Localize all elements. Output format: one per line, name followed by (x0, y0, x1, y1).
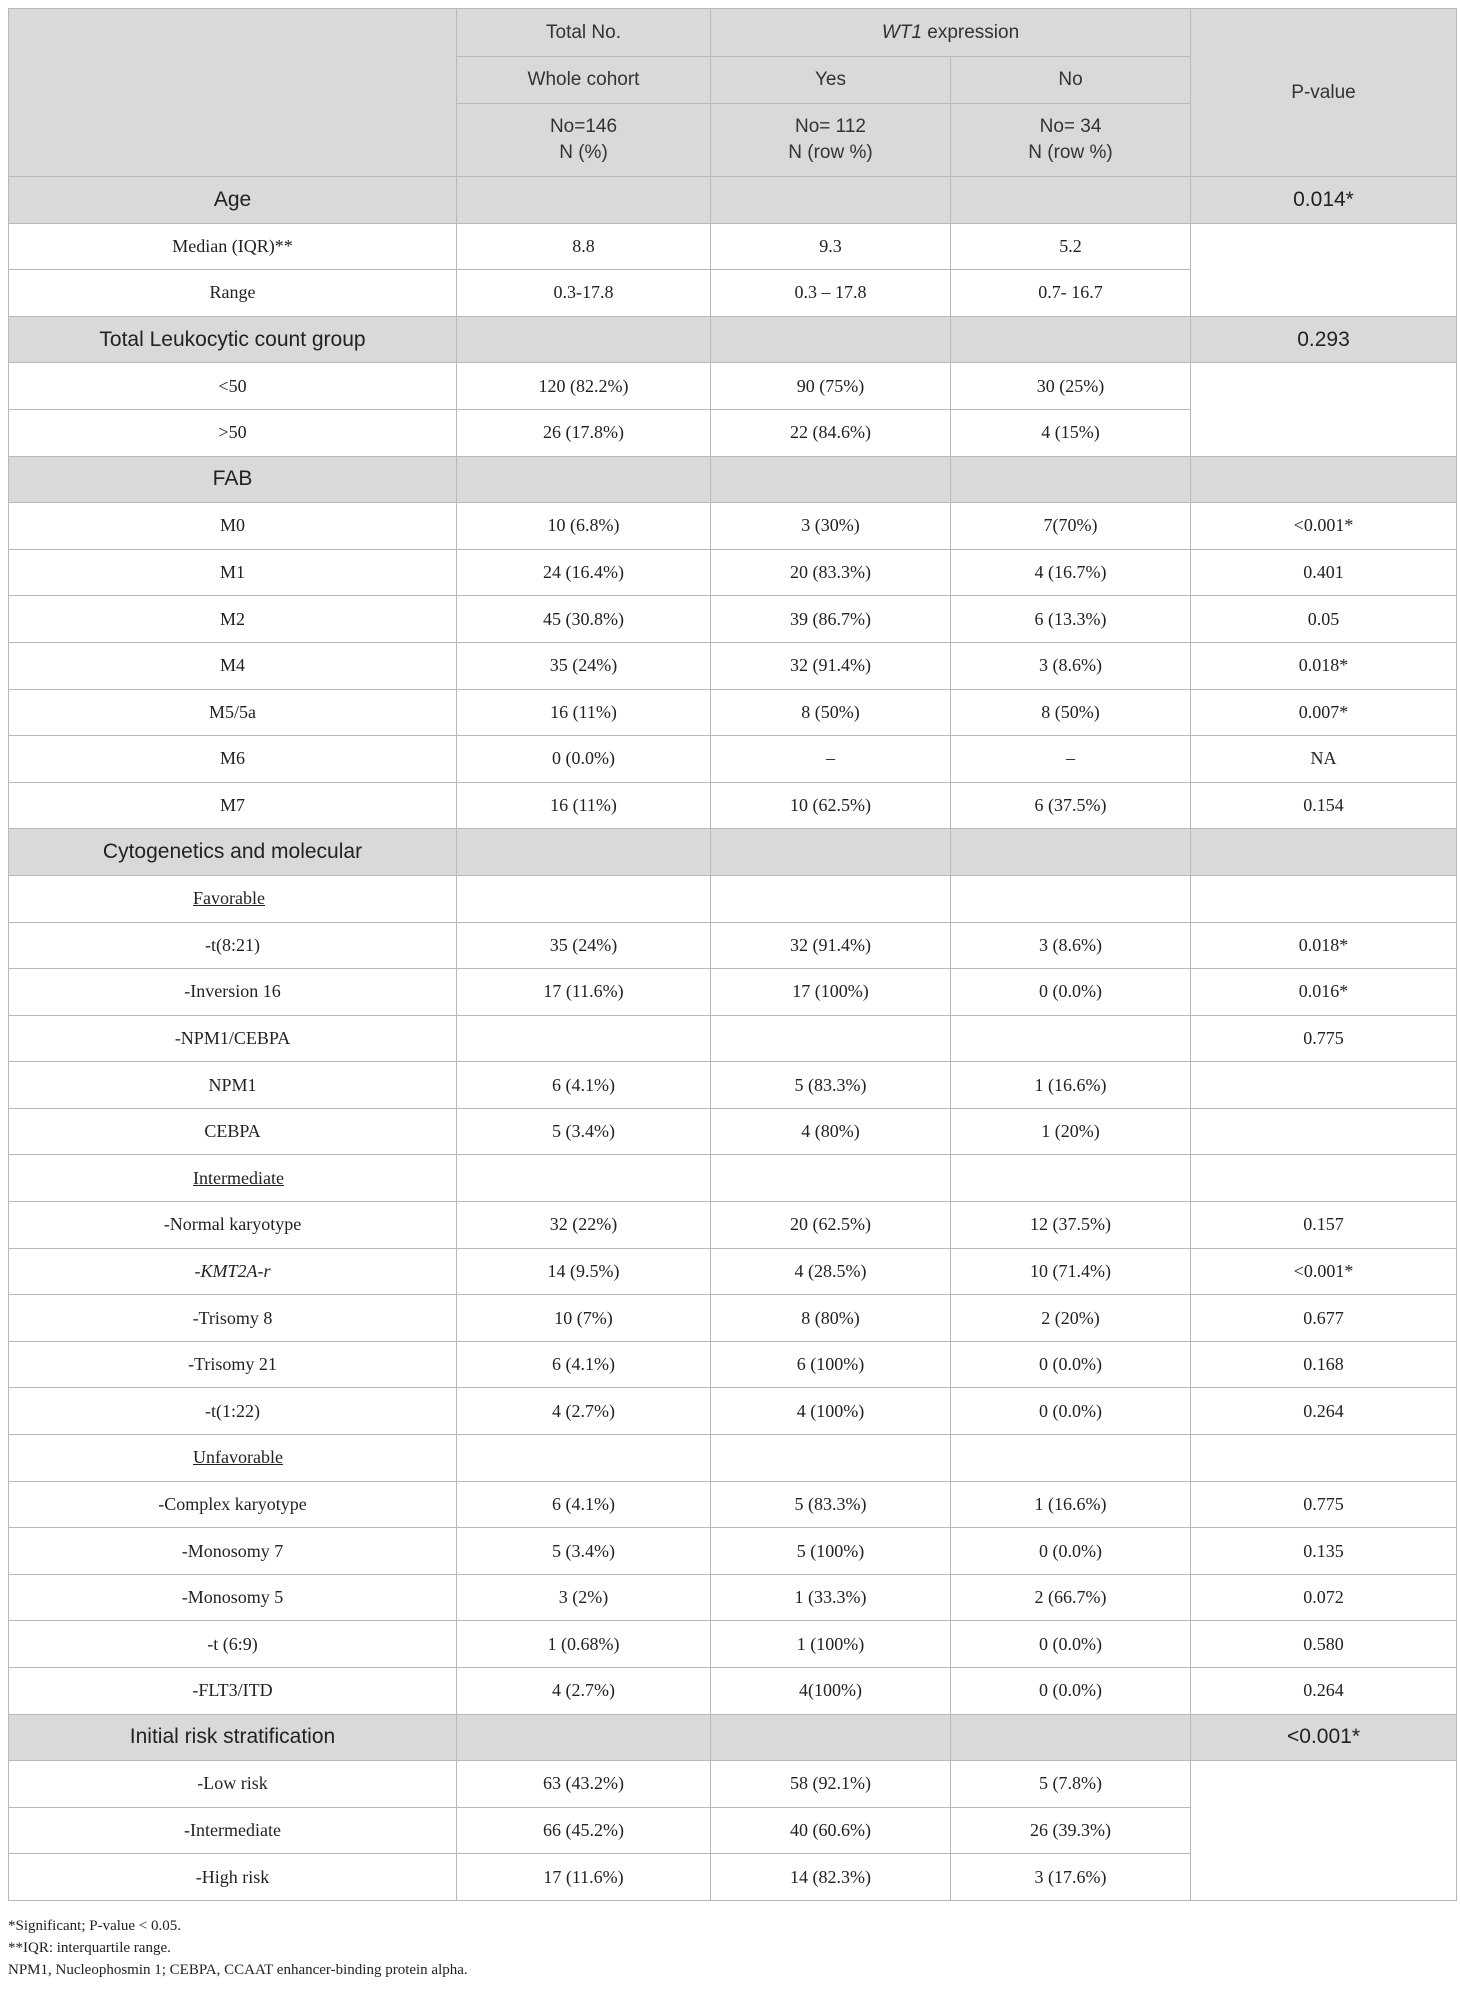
cell-no: 7(70%) (951, 503, 1191, 550)
header-whole-cohort: Whole cohort (457, 57, 711, 104)
cell-total: 16 (11%) (457, 689, 711, 736)
cell-yes: 90 (75%) (711, 363, 951, 410)
header-empty-cell (9, 9, 457, 177)
subgroup-row-intermediate (9, 1155, 1457, 1202)
empty-cell (457, 1435, 711, 1482)
table-row (9, 782, 1457, 829)
cell-total: 35 (24%) (457, 922, 711, 969)
cell-yes: 40 (60.6%) (711, 1807, 951, 1854)
n-total-unit: N (%) (559, 142, 608, 163)
empty-cell (711, 1714, 951, 1761)
cell-yes: 8 (80%) (711, 1295, 951, 1342)
cell-total: 14 (9.5%) (457, 1248, 711, 1295)
section-label: Cytogenetics and molecular (9, 829, 457, 876)
empty-p-cell (1191, 1761, 1457, 1901)
row-label: -Intermediate (9, 1807, 457, 1854)
cell-yes: 17 (100%) (711, 969, 951, 1016)
cell-no: 0 (0.0%) (951, 1621, 1191, 1668)
cell-no: 6 (37.5%) (951, 782, 1191, 829)
cell-p: 0.018* (1191, 642, 1457, 689)
cell-yes: 10 (62.5%) (711, 782, 951, 829)
cell-no: 6 (13.3%) (951, 596, 1191, 643)
cell-no: 0 (0.0%) (951, 1341, 1191, 1388)
table-row (9, 736, 1457, 783)
table-row (9, 503, 1457, 550)
cell-p: 0.154 (1191, 782, 1457, 829)
cell-p (1191, 1062, 1457, 1109)
subgroup-label-text: Intermediate (193, 1167, 284, 1188)
empty-cell (457, 875, 711, 922)
table-row (9, 596, 1457, 643)
row-label: -t(1:22) (9, 1388, 457, 1435)
cell-yes: 5 (100%) (711, 1528, 951, 1575)
header-n-total (457, 104, 711, 177)
section-label: Total Leukocytic count group (9, 316, 457, 363)
cell-yes: 4 (28.5%) (711, 1248, 951, 1295)
empty-cell (951, 875, 1191, 922)
empty-cell (711, 875, 951, 922)
row-label: -KMT2A-r (9, 1248, 457, 1295)
cell-no: 0 (0.0%) (951, 1668, 1191, 1715)
table-row (9, 1248, 1457, 1295)
empty-cell (711, 177, 951, 224)
section-row-cytogenetics (9, 829, 1457, 876)
cell-yes: 32 (91.4%) (711, 642, 951, 689)
cell-yes: 6 (100%) (711, 1341, 951, 1388)
cell-total: 32 (22%) (457, 1202, 711, 1249)
empty-cell (711, 1155, 951, 1202)
cell-no: 3 (8.6%) (951, 642, 1191, 689)
table-row (9, 1388, 1457, 1435)
table-row (9, 1108, 1457, 1155)
cell-yes: 5 (83.3%) (711, 1481, 951, 1528)
subgroup-label (9, 1155, 457, 1202)
subgroup-label-text: Unfavorable (193, 1447, 283, 1468)
row-label: -Trisomy 21 (9, 1341, 457, 1388)
n-yes-unit: N (row %) (788, 142, 873, 163)
cell-p: 0.072 (1191, 1574, 1457, 1621)
row-label: -t(8:21) (9, 922, 457, 969)
header-wt1-expression (711, 9, 1191, 57)
cell-no: 1 (16.6%) (951, 1062, 1191, 1109)
cell-total: 6 (4.1%) (457, 1341, 711, 1388)
row-label: M7 (9, 782, 457, 829)
table-row (9, 363, 1457, 410)
cell-yes: 4(100%) (711, 1668, 951, 1715)
header-yes: Yes (711, 57, 951, 104)
empty-cell (711, 316, 951, 363)
cell-yes: 32 (91.4%) (711, 922, 951, 969)
row-label: -Complex karyotype (9, 1481, 457, 1528)
cell-no: – (951, 736, 1191, 783)
cell-total: 24 (16.4%) (457, 549, 711, 596)
table-row (9, 1062, 1457, 1109)
row-label: -t (6:9) (9, 1621, 457, 1668)
cell-no: 2 (20%) (951, 1295, 1191, 1342)
cell-total: 4 (2.7%) (457, 1668, 711, 1715)
section-row-tlc (9, 316, 1457, 363)
row-label: -FLT3/ITD (9, 1668, 457, 1715)
cell-yes: 4 (100%) (711, 1388, 951, 1435)
empty-cell (951, 456, 1191, 503)
cell-yes: 1 (100%) (711, 1621, 951, 1668)
cell-no: 0 (0.0%) (951, 1528, 1191, 1575)
cell-total: 45 (30.8%) (457, 596, 711, 643)
cell-yes: 8 (50%) (711, 689, 951, 736)
cell-p: 0.264 (1191, 1388, 1457, 1435)
table-row (9, 1528, 1457, 1575)
cell-total: 10 (6.8%) (457, 503, 711, 550)
cell-total: 16 (11%) (457, 782, 711, 829)
wt1-expression-suffix: expression (921, 21, 1020, 43)
cell-no: 26 (39.3%) (951, 1807, 1191, 1854)
row-label: Median (IQR)** (9, 223, 457, 270)
cell-total: 26 (17.8%) (457, 409, 711, 456)
cell-yes: 58 (92.1%) (711, 1761, 951, 1808)
table-row (9, 1574, 1457, 1621)
cell-no: 1 (20%) (951, 1108, 1191, 1155)
cell-no: 4 (16.7%) (951, 549, 1191, 596)
empty-cell (711, 1435, 951, 1482)
row-label: -Inversion 16 (9, 969, 457, 1016)
cell-yes: 0.3 – 17.8 (711, 270, 951, 317)
table-row (9, 223, 1457, 270)
section-row-risk (9, 1714, 1457, 1761)
section-p-value (1191, 456, 1457, 503)
subgroup-row-favorable (9, 875, 1457, 922)
cell-yes: 20 (62.5%) (711, 1202, 951, 1249)
header-total-no: Total No. (457, 9, 711, 57)
footnote: NPM1, Nucleophosmin 1; CEBPA, CCAAT enhancer-binding protein alpha. (8, 1962, 468, 1978)
row-label: -Monosomy 5 (9, 1574, 457, 1621)
row-label: -High risk (9, 1854, 457, 1901)
cell-total: 17 (11.6%) (457, 969, 711, 1016)
cell-total: 120 (82.2%) (457, 363, 711, 410)
cell-yes: 22 (84.6%) (711, 409, 951, 456)
row-label: Range (9, 270, 457, 317)
cell-total: 17 (11.6%) (457, 1854, 711, 1901)
empty-p-cell (1191, 363, 1457, 456)
cell-p (1191, 1108, 1457, 1155)
table-row (9, 922, 1457, 969)
table-row (9, 1015, 1457, 1062)
cell-no: 5.2 (951, 223, 1191, 270)
table-row (9, 1481, 1457, 1528)
cell-no: 12 (37.5%) (951, 1202, 1191, 1249)
header-p-value: P-value (1191, 9, 1457, 177)
cell-total: 0.3-17.8 (457, 270, 711, 317)
row-label: M1 (9, 549, 457, 596)
wt1-expression-table (8, 8, 1457, 1901)
table-row (9, 549, 1457, 596)
cell-yes: 5 (83.3%) (711, 1062, 951, 1109)
cell-p: 0.135 (1191, 1528, 1457, 1575)
wt1-gene-name: WT1 (881, 21, 922, 43)
empty-cell (951, 829, 1191, 876)
section-p-value: 0.293 (1191, 316, 1457, 363)
empty-cell (711, 456, 951, 503)
section-label: FAB (9, 456, 457, 503)
row-label: <50 (9, 363, 457, 410)
n-total-count: No=146 (549, 116, 618, 137)
cell-p: 0.157 (1191, 1202, 1457, 1249)
cell-total (457, 1015, 711, 1062)
empty-cell (457, 456, 711, 503)
n-yes-count: No= 112 (795, 116, 866, 137)
row-label: NPM1 (9, 1062, 457, 1109)
section-p-value: <0.001* (1191, 1714, 1457, 1761)
row-label: -Low risk (9, 1761, 457, 1808)
empty-cell (1191, 875, 1457, 922)
n-no-count: No= 34 (1039, 116, 1102, 137)
empty-cell (457, 177, 711, 224)
empty-cell (457, 829, 711, 876)
cell-no: 3 (8.6%) (951, 922, 1191, 969)
section-row-fab (9, 456, 1457, 503)
row-label: M4 (9, 642, 457, 689)
cell-yes: 4 (80%) (711, 1108, 951, 1155)
cell-no: 10 (71.4%) (951, 1248, 1191, 1295)
row-label: -Trisomy 8 (9, 1295, 457, 1342)
section-label: Age (9, 177, 457, 224)
table-row (9, 642, 1457, 689)
n-no-unit: N (row %) (1028, 142, 1113, 163)
header-no: No (951, 57, 1191, 104)
table-row (9, 1621, 1457, 1668)
row-label: M0 (9, 503, 457, 550)
cell-total: 10 (7%) (457, 1295, 711, 1342)
cell-yes: 39 (86.7%) (711, 596, 951, 643)
cell-p: 0.401 (1191, 549, 1457, 596)
cell-yes: 9.3 (711, 223, 951, 270)
row-label: M6 (9, 736, 457, 783)
empty-cell (951, 316, 1191, 363)
cell-no: 4 (15%) (951, 409, 1191, 456)
subgroup-label (9, 875, 457, 922)
row-label: -Normal karyotype (9, 1202, 457, 1249)
table-row (9, 1341, 1457, 1388)
cell-p: NA (1191, 736, 1457, 783)
cell-total: 63 (43.2%) (457, 1761, 711, 1808)
cell-p: 0.264 (1191, 1668, 1457, 1715)
cell-p: 0.775 (1191, 1481, 1457, 1528)
empty-cell (951, 1155, 1191, 1202)
cell-total: 0 (0.0%) (457, 736, 711, 783)
row-label: -NPM1/CEBPA (9, 1015, 457, 1062)
table-row (9, 1668, 1457, 1715)
empty-cell (1191, 1155, 1457, 1202)
cell-p: 0.677 (1191, 1295, 1457, 1342)
cell-yes: 14 (82.3%) (711, 1854, 951, 1901)
cell-total: 6 (4.1%) (457, 1481, 711, 1528)
cell-p: 0.016* (1191, 969, 1457, 1016)
table-row (9, 969, 1457, 1016)
header-n-no (951, 104, 1191, 177)
footnote: *Significant; P-value < 0.05. (8, 1918, 182, 1934)
cell-yes: 1 (33.3%) (711, 1574, 951, 1621)
cell-total: 3 (2%) (457, 1574, 711, 1621)
section-label: Initial risk stratification (9, 1714, 457, 1761)
cell-no: 3 (17.6%) (951, 1854, 1191, 1901)
cell-no: 30 (25%) (951, 363, 1191, 410)
cell-yes: 3 (30%) (711, 503, 951, 550)
cell-no: 0.7- 16.7 (951, 270, 1191, 317)
cell-no: 0 (0.0%) (951, 969, 1191, 1016)
empty-cell (951, 177, 1191, 224)
cell-no: 5 (7.8%) (951, 1761, 1191, 1808)
row-label: -Monosomy 7 (9, 1528, 457, 1575)
subgroup-row-unfavorable (9, 1435, 1457, 1482)
cell-total: 4 (2.7%) (457, 1388, 711, 1435)
row-label: CEBPA (9, 1108, 457, 1155)
row-label: >50 (9, 409, 457, 456)
cell-total: 35 (24%) (457, 642, 711, 689)
cell-no (951, 1015, 1191, 1062)
empty-cell (457, 1714, 711, 1761)
cell-no: 1 (16.6%) (951, 1481, 1191, 1528)
table-row (9, 689, 1457, 736)
cell-total: 8.8 (457, 223, 711, 270)
cell-p: <0.001* (1191, 503, 1457, 550)
cell-p: 0.018* (1191, 922, 1457, 969)
section-p-value: 0.014* (1191, 177, 1457, 224)
empty-cell (951, 1435, 1191, 1482)
cell-p: 0.775 (1191, 1015, 1457, 1062)
cell-yes (711, 1015, 951, 1062)
row-label: M5/5a (9, 689, 457, 736)
cell-no: 0 (0.0%) (951, 1388, 1191, 1435)
subgroup-label-text: Favorable (193, 888, 265, 909)
cell-no: 8 (50%) (951, 689, 1191, 736)
section-row-age (9, 177, 1457, 224)
empty-cell (951, 1714, 1191, 1761)
table-row (9, 1295, 1457, 1342)
cell-yes: 20 (83.3%) (711, 549, 951, 596)
empty-cell (1191, 829, 1457, 876)
cell-p: <0.001* (1191, 1248, 1457, 1295)
cell-total: 1 (0.68%) (457, 1621, 711, 1668)
cell-total: 66 (45.2%) (457, 1807, 711, 1854)
row-label: M2 (9, 596, 457, 643)
empty-cell (457, 1155, 711, 1202)
cell-p: 0.168 (1191, 1341, 1457, 1388)
empty-cell (1191, 1435, 1457, 1482)
subgroup-label (9, 1435, 457, 1482)
table-row (9, 1761, 1457, 1808)
table-row (9, 1202, 1457, 1249)
empty-cell (457, 316, 711, 363)
cell-yes: – (711, 736, 951, 783)
empty-cell (711, 829, 951, 876)
table-container (8, 8, 1456, 1901)
cell-total: 5 (3.4%) (457, 1108, 711, 1155)
empty-p-cell (1191, 223, 1457, 316)
cell-no: 2 (66.7%) (951, 1574, 1191, 1621)
header-n-yes (711, 104, 951, 177)
cell-p: 0.05 (1191, 596, 1457, 643)
cell-total: 5 (3.4%) (457, 1528, 711, 1575)
table-footnotes (8, 1915, 468, 1981)
cell-p: 0.580 (1191, 1621, 1457, 1668)
footnote: **IQR: interquartile range. (8, 1940, 171, 1956)
cell-total: 6 (4.1%) (457, 1062, 711, 1109)
cell-p: 0.007* (1191, 689, 1457, 736)
